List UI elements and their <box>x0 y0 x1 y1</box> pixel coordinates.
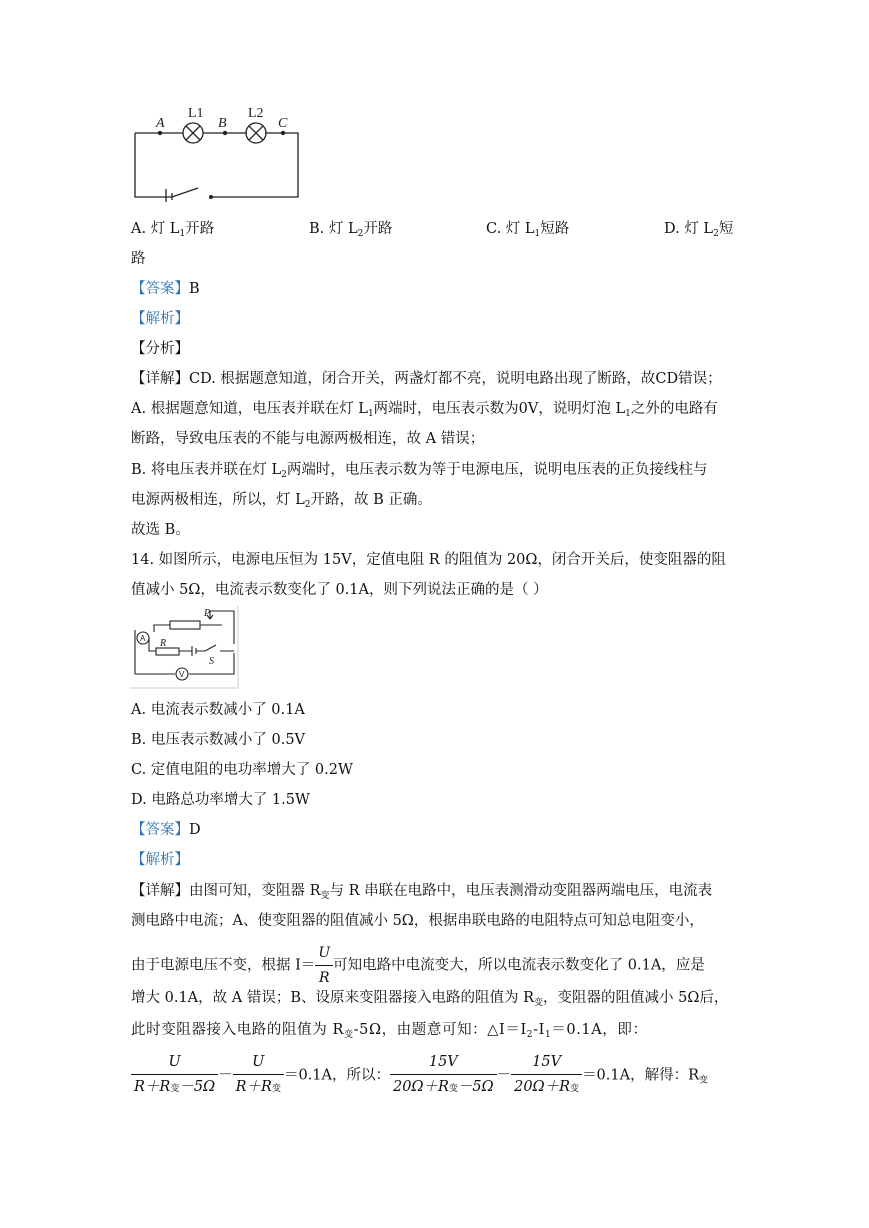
q13-detail-line3: 断路，导致电压表的不能与电源两极相连，故 A 错误； <box>131 431 485 447</box>
label-c: C <box>278 116 288 131</box>
q14-analysis-tag: 【解析】 <box>131 852 189 868</box>
ohm-law-fraction: $\frac{U}{R}$ <box>315 941 333 990</box>
eq-fraction-2: $\frac{U}{\text{R＋R变}}$ <box>233 1050 284 1101</box>
q13-analysis-tag: 【解析】 <box>131 311 189 327</box>
label-s: S <box>209 656 214 667</box>
q14-stem-line1: 14. 如图所示，电源电压恒为 15V，定值电阻 R 的阻值为 20Ω，闭合开关后，使变阻器的阻 <box>131 552 726 568</box>
q13-detail-line4: B. 将电压表并联在灯 $L_2$两端时，电压表示数为等于电源电压，说明电压表的正负接线柱与 <box>131 462 708 480</box>
q13-option-a: A. 灯 $L_1$开路 <box>131 221 215 239</box>
label-ammeter: A <box>140 634 146 643</box>
q14-option-c: C. 定值电阻的电功率增大了 0.2W <box>131 762 353 778</box>
q13-option-d: D. 灯 $L_2$短 <box>664 221 734 239</box>
eq-fraction-3: $\frac{15V}{\text{20Ω＋R变－5Ω}}$ <box>390 1050 497 1101</box>
q14-option-d: D. 电路总功率增大了 1.5W <box>131 792 310 808</box>
label-b: B <box>218 116 227 131</box>
label-r: R <box>160 638 167 649</box>
eq-fraction-1: $\frac{U}{\text{R＋R变－5Ω}}$ <box>131 1050 218 1101</box>
q14-answer: 【答案】D <box>131 822 201 838</box>
q14-option-a: A. 电流表示数减小了 0.1A <box>131 702 305 718</box>
q13-detail-line5: 电源两极相连，所以，灯 $L_2$开路，故 B 正确。 <box>131 492 432 510</box>
q13-conclusion: 故选 B。 <box>131 522 190 538</box>
q13-option-d-wrap: 路 <box>131 251 146 267</box>
q14-detail-line3: 由于电源电压不变，根据 I＝ $\frac{U}{R}$ 可知电路中电流变大，所以电流表示数变化了 0.1A，应是 <box>131 941 705 990</box>
circuit-diagram-rheostat <box>130 604 242 690</box>
q13-option-c: C. 灯 $L_1$短路 <box>486 221 570 239</box>
label-l1: L1 <box>188 106 204 121</box>
q14-equation-line: $\frac{U}{\text{R＋R变－5Ω}}$ － $\frac{U}{\text{R＋R变}}$ ＝0.1A，所以： $\frac{15V}{\text{20Ω＋R变－5Ω}}$ － $\frac{15V}{\text{20Ω＋R变}}$ ＝0.1A，解得：$R_变$ <box>131 1050 708 1101</box>
q14-detail-line1: 【详解】由图可知，变阻器 $R_变$与 R 串联在电路中，电压表测滑动变阻器两端电压，电流表 <box>131 883 713 901</box>
q13-answer: 【答案】B <box>131 281 200 297</box>
q13-fenxi-tag: 【分析】 <box>131 341 189 357</box>
q14-option-b: B. 电压表示数减小了 0.5V <box>131 732 306 748</box>
q14-detail-line5: 此时变阻器接入电路的阻值为 $R_变-5\Omega$，由题意可知：$\triangle I=I_2-I_1=0.1A$，即： <box>131 1022 648 1040</box>
eq-fraction-4: $\frac{15V}{\text{20Ω＋R变}}$ <box>511 1050 582 1101</box>
label-l2: L2 <box>248 106 264 121</box>
q13-option-b: B. 灯 $L_2$开路 <box>309 221 393 239</box>
label-voltmeter: V <box>179 670 185 679</box>
circuit-diagram-lamps <box>128 100 308 202</box>
q14-detail-line2: 测电路中电流；A、使变阻器的阻值减小 5Ω，根据串联电路的电阻特点可知总电阻变小， <box>131 913 704 929</box>
label-p: P <box>204 608 211 619</box>
label-a: A <box>156 116 165 131</box>
q13-detail-line1: 【详解】CD. 根据题意知道，闭合开关，两盏灯都不亮，说明电路出现了断路，故CD错误； <box>131 371 722 387</box>
q13-detail-line2: A. 根据题意知道，电压表并联在灯 $L_1$两端时，电压表示数为0V，说明灯泡 $L_1$之外的电路有 <box>131 401 718 419</box>
q14-detail-line4: 增大 0.1A，故 A 错误；B、设原来变阻器接入电路的阻值为 $R_变$，变阻器的阻值减小 5Ω后， <box>131 990 729 1008</box>
q14-stem-line2: 值减小 5Ω，电流表示数变化了 0.1A，则下列说法正确的是（ ） <box>131 582 548 598</box>
